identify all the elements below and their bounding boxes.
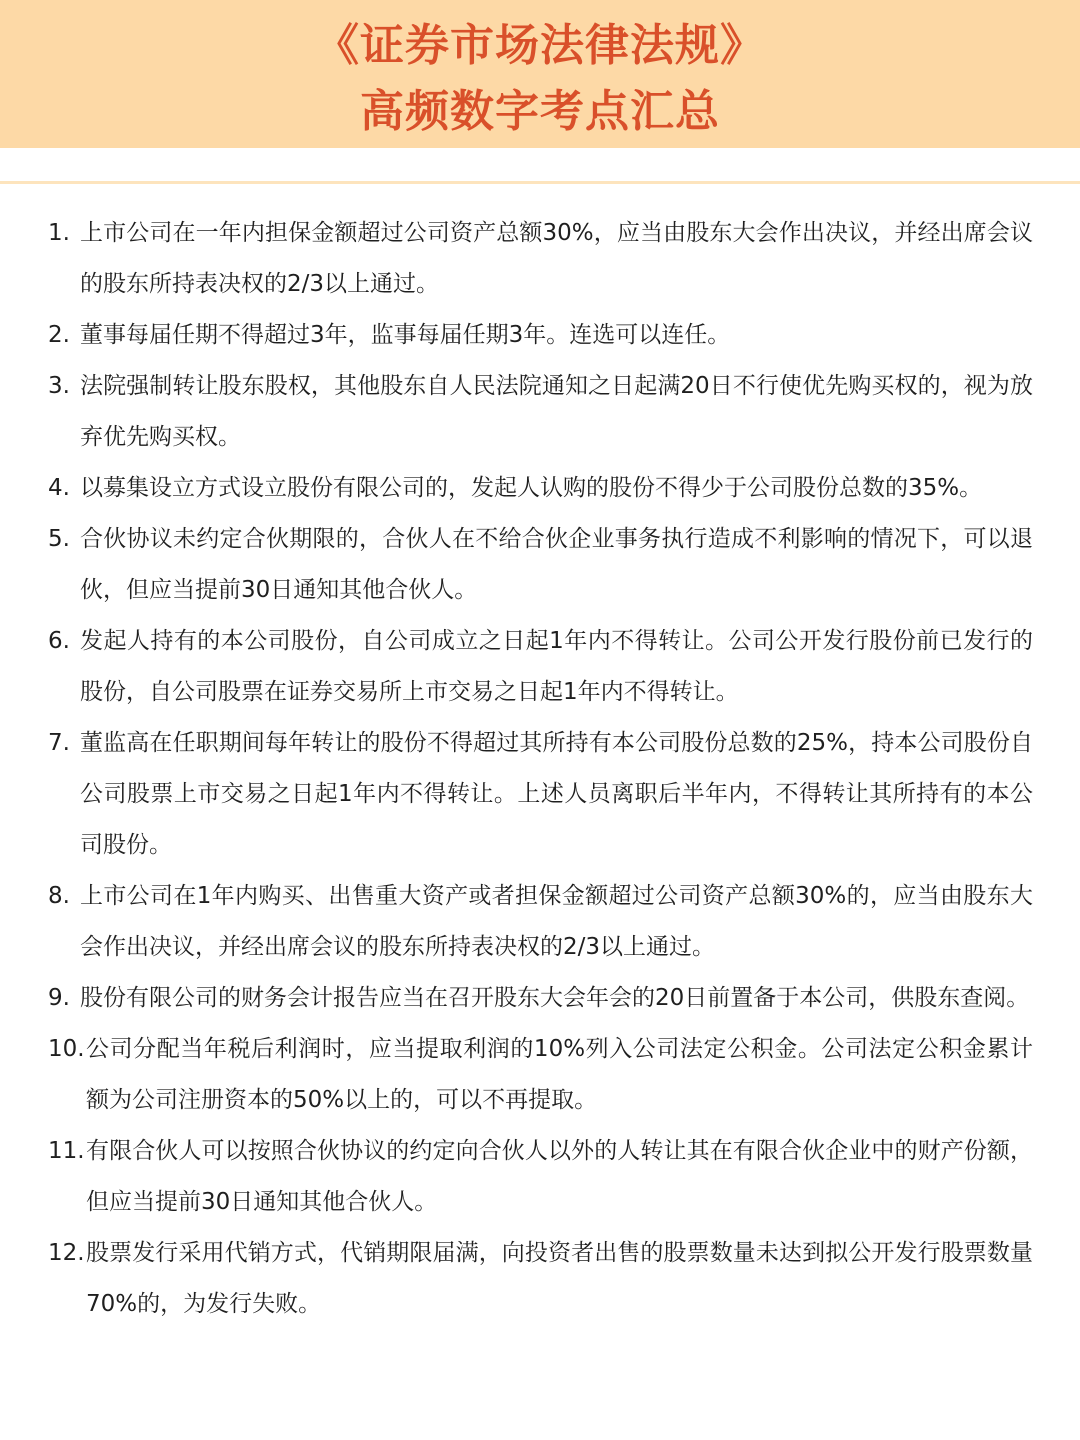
- item-text: 发起人持有的本公司股份，自公司成立之日起1年内不得转让。公司公开发行股份前已发行的股份，自公司股票在证券交易所上市交易之日起1年内不得转让。: [80, 628, 1033, 705]
- list-item: [48, 973, 1033, 1024]
- item-number: 3.: [48, 373, 70, 399]
- item-number: 1.: [48, 220, 70, 246]
- list-item: [48, 1024, 1033, 1126]
- item-number: 8.: [48, 883, 70, 909]
- item-text: 股票发行采用代销方式，代销期限届满，向投资者出售的股票数量未达到拟公开发行股票数量70%的，为发行失败。: [86, 1240, 1033, 1317]
- item-text: 有限合伙人可以按照合伙协议的约定向合伙人以外的人转让其在有限合伙企业中的财产份额，但应当提前30日通知其他合伙人。: [86, 1138, 1033, 1215]
- item-text: 合伙协议未约定合伙期限的，合伙人在不给合伙企业事务执行造成不利影响的情况下，可以退伙，但应当提前30日通知其他合伙人。: [80, 526, 1033, 603]
- item-number: 12.: [48, 1240, 85, 1266]
- item-number: 10.: [48, 1036, 85, 1062]
- item-text: 董事每届任期不得超过3年，监事每届任期3年。连选可以连任。: [80, 322, 731, 348]
- item-number: 6.: [48, 628, 70, 654]
- list-item: [48, 208, 1033, 310]
- item-number: 9.: [48, 985, 70, 1011]
- page-subtitle: 高频数字考点汇总: [360, 86, 720, 137]
- points-list: [48, 208, 1033, 1330]
- item-text: 上市公司在一年内担保金额超过公司资产总额30%，应当由股东大会作出决议，并经出席会议的股东所持表决权的2/3以上通过。: [80, 220, 1033, 297]
- item-text: 法院强制转让股东股权，其他股东自人民法院通知之日起满20日不行使优先购买权的，视为放弃优先购买权。: [80, 373, 1033, 450]
- list-item: [48, 361, 1033, 463]
- item-number: 2.: [48, 322, 70, 348]
- item-number: 5.: [48, 526, 70, 552]
- item-text: 股份有限公司的财务会计报告应当在召开股东大会年会的20日前置备于本公司，供股东查阅。: [80, 985, 1030, 1011]
- list-item: [48, 1228, 1033, 1330]
- item-text: 公司分配当年税后利润时，应当提取利润的10%列入公司法定公积金。公司法定公积金累计额为公司注册资本的50%以上的，可以不再提取。: [86, 1036, 1033, 1113]
- item-text: 以募集设立方式设立股份有限公司的，发起人认购的股份不得少于公司股份总数的35%。: [80, 475, 983, 501]
- list-item: [48, 310, 1033, 361]
- list-item: [48, 718, 1033, 871]
- divider: [0, 181, 1080, 184]
- list-item: [48, 871, 1033, 973]
- list-item: [48, 1126, 1033, 1228]
- item-text: 上市公司在1年内购买、出售重大资产或者担保金额超过公司资产总额30%的，应当由股东大会作出决议，并经出席会议的股东所持表决权的2/3以上通过。: [80, 883, 1033, 960]
- list-item: [48, 463, 1033, 514]
- item-text: 董监高在任职期间每年转让的股份不得超过其所持有本公司股份总数的25%，持本公司股份自公司股票上市交易之日起1年内不得转让。上述人员离职后半年内，不得转让其所持有的本公司股份。: [80, 730, 1033, 858]
- header-banner: [0, 0, 1080, 148]
- list-item: [48, 514, 1033, 616]
- page-title: 《证券市场法律法规》: [315, 20, 765, 71]
- item-number: 7.: [48, 730, 70, 756]
- list-item: [48, 616, 1033, 718]
- item-number: 4.: [48, 475, 70, 501]
- item-number: 11.: [48, 1138, 85, 1164]
